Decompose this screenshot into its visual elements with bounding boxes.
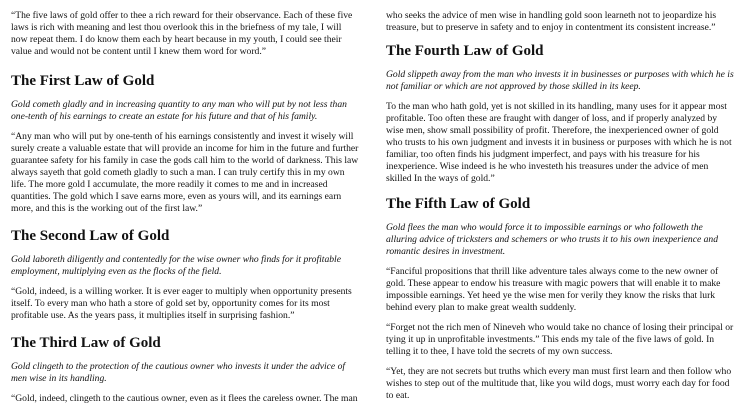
first-law-heading: The First Law of Gold (11, 73, 155, 89)
right-column (386, 10, 734, 410)
fifth-law-body-1: “Fanciful propositions that thrill like adventure tales always come to the new owner of gold. These appear to endow his treasure with magic powers that will enable it to make impossible earnings. Yet heed ye the wise men for verily they know the risks that lurk behind every plan to make great wealth suddenly. (386, 266, 721, 313)
first-law-body: “Any man who will put by one-tenth of his earnings consistently and invest it wisely will surely create a valuable estate that will provide an income for him in the future and further guarantee safety for his family in case the gods call him to the world of darkness. This law always sayeth that gold cometh gladly to such a man. I can truly certify this in my own life. The more gold I accumulate, the more readily it comes to me and in increased quantities. The gold which I save earns more, even as yours will, and its earnings earn more, and this is the working out of the first law.” (11, 131, 359, 214)
third-law-statement: Gold clingeth to the protection of the cautious owner who invests it under the advice of men wise in its handling. (11, 361, 346, 384)
continuation-paragraph: who seeks the advice of men wise in handling gold soon learneth not to jeopardize his treasure, but to preserve in safety and to enjoy in contentment its consistent increase.” (386, 10, 717, 33)
second-law-statement: Gold laboreth diligently and contentedly for the wise owner who finds for it profitable employment, multiplying even as the flocks of the field. (11, 254, 341, 277)
third-law-heading: The Third Law of Gold (11, 335, 161, 351)
fourth-law-heading: The Fourth Law of Gold (386, 43, 544, 59)
intro-paragraph: “The five laws of gold offer to thee a rich reward for their observance. Each of these five laws is rich with meaning and lest thou overlook this in the briefness of my tale, I will now repeat them. I do know them each by heart because in my youth, I could see their value and would not be content until I knew them word for word.” (11, 10, 353, 57)
fifth-law-statement: Gold flees the man who would force it to impossible earnings or who followeth the alluring advice of tricksters and schemers or who trusts it to his own inexperience and romantic desires in investment. (386, 222, 719, 257)
second-law-heading: The Second Law of Gold (11, 228, 170, 244)
fifth-law-body-2: “Forget not the rich men of Nineveh who would take no chance of losing their principal or tying it up in unprofitable investments.” This ends my tale of the five laws of gold. In telling it to thee, I have told the secrets of my own success. (386, 322, 734, 357)
fourth-law-body: To the man who hath gold, yet is not skilled in its handling, many uses for it appear most profitable. Too often these are fraught with danger of loss, and if properly analyzed by wise men, show small possibility of profit. Therefore, the inexperienced owner of gold who trusts to his own judgment and invests it in business or purposes with which he is not familiar, too often finds his judgment imperfect, and pays with his treasure for his inexperience. Wise indeed is he who investeth his treasures under the advice of men skilled In the ways of gold.” (386, 101, 732, 184)
fifth-law-body-3: “Yet, they are not secrets but truths which every man must first learn and then follow who wishes to step out of the multitude that, like you wild dogs, must worry each day for food to eat. (386, 366, 732, 401)
fifth-law-heading: The Fifth Law of Gold (386, 196, 531, 212)
first-law-statement: Gold cometh gladly and in increasing quantity to any man who will put by not less than one-tenth of his earnings to create an estate for his future and that of his family. (11, 99, 347, 122)
left-column (11, 10, 359, 413)
third-law-body: “Gold, indeed, clingeth to the cautious owner, even as it flees the careless owner. The man (11, 393, 358, 404)
fourth-law-statement: Gold slippeth away from the man who invests it in businesses or purposes with which he is not familiar or which are not approved by those skilled in its keep. (386, 69, 734, 92)
second-law-body: “Gold, indeed, is a willing worker. It is ever eager to multiply when opportunity presents itself. To every man who hath a store of gold set by, opportunity comes for its most profitable use. As the years pass, it multiplies itself in surprising fashion.” (11, 286, 352, 321)
